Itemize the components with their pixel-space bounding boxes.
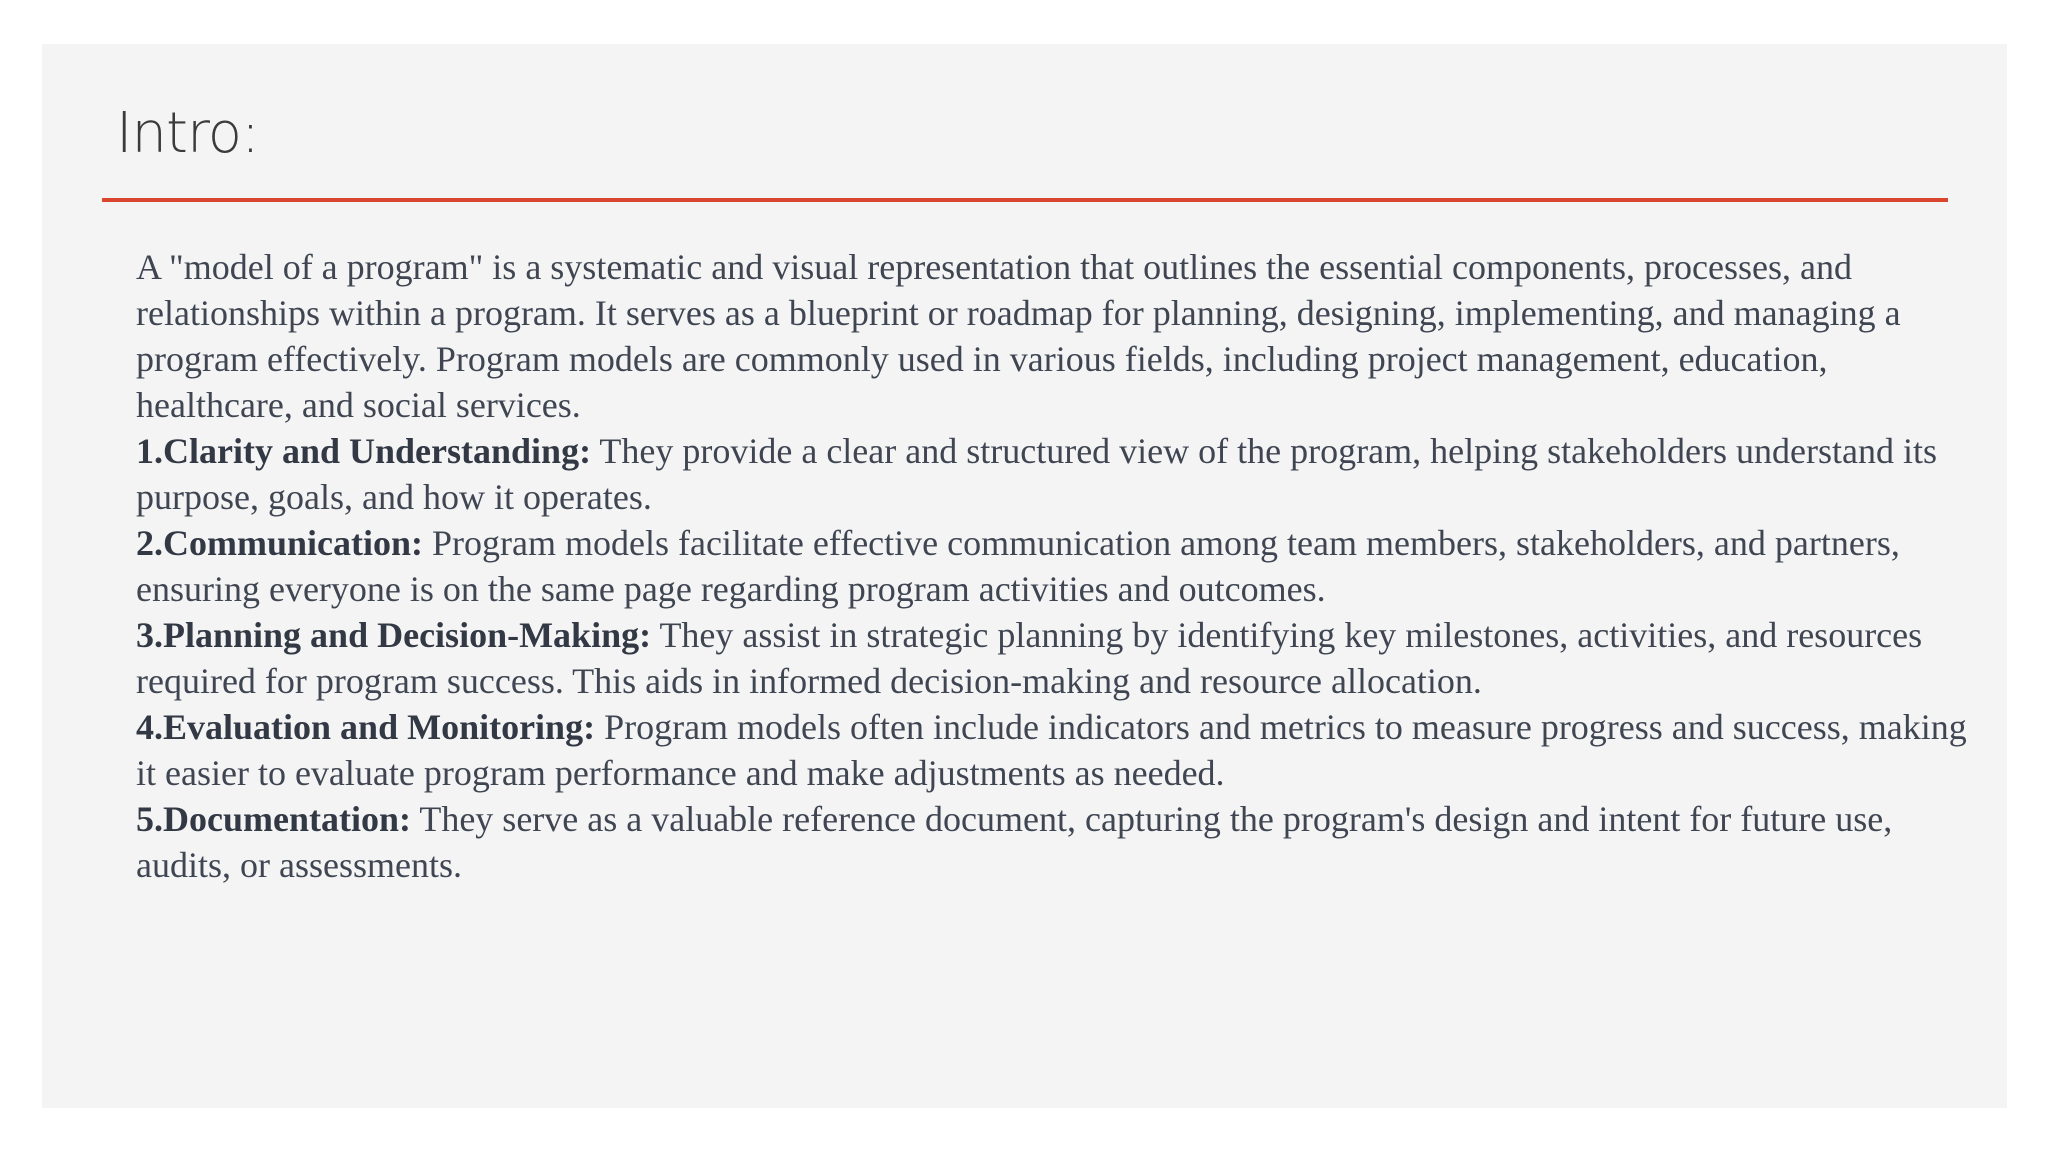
list-item-evaluation bbox=[136, 704, 1976, 796]
list-item-documentation bbox=[136, 796, 1976, 888]
list-item-label: 4.Evaluation and Monitoring: bbox=[136, 707, 596, 747]
list-item-label: 2.Communication: bbox=[136, 523, 423, 563]
slide-title: Intro: bbox=[116, 101, 259, 166]
list-item-text: Program models facilitate effective communication among team members, stakeholders, and partners, ensuring everyone is on the same page regarding program activities and outcomes. bbox=[136, 523, 1900, 609]
list-item-label: 3.Planning and Decision-Making: bbox=[136, 615, 652, 655]
title-divider bbox=[102, 198, 1948, 202]
list-item-planning bbox=[136, 612, 1976, 704]
list-item-clarity bbox=[136, 428, 1976, 520]
list-item-text: They provide a clear and structured view of the program, helping stakeholders understand its purpose, goals, and how it operates. bbox=[136, 431, 1937, 517]
list-item-communication bbox=[136, 520, 1976, 612]
slide bbox=[42, 44, 2007, 1108]
intro-paragraph: A "model of a program" is a systematic and visual representation that outlines the essential components, processes, and relationships within a program. It serves as a blueprint or roadmap for planning, designing, implementing, and managing a program effectively. Program models are commonly used in various fields, including project management, education, healthcare, and social services. bbox=[136, 247, 1901, 425]
slide-body bbox=[136, 244, 1976, 888]
list-item-text: They serve as a valuable reference document, capturing the program's design and intent for future use, audits, or assessments. bbox=[136, 799, 1893, 885]
list-item-text: Program models often include indicators and metrics to measure progress and success, making it easier to evaluate program performance and make adjustments as needed. bbox=[136, 707, 1967, 793]
list-item-label: 5.Documentation: bbox=[136, 799, 411, 839]
list-item-label: 1.Clarity and Understanding: bbox=[136, 431, 592, 471]
list-item-text: They assist in strategic planning by identifying key milestones, activities, and resources required for program success. This aids in informed decision-making and resource allocation. bbox=[136, 615, 1923, 701]
